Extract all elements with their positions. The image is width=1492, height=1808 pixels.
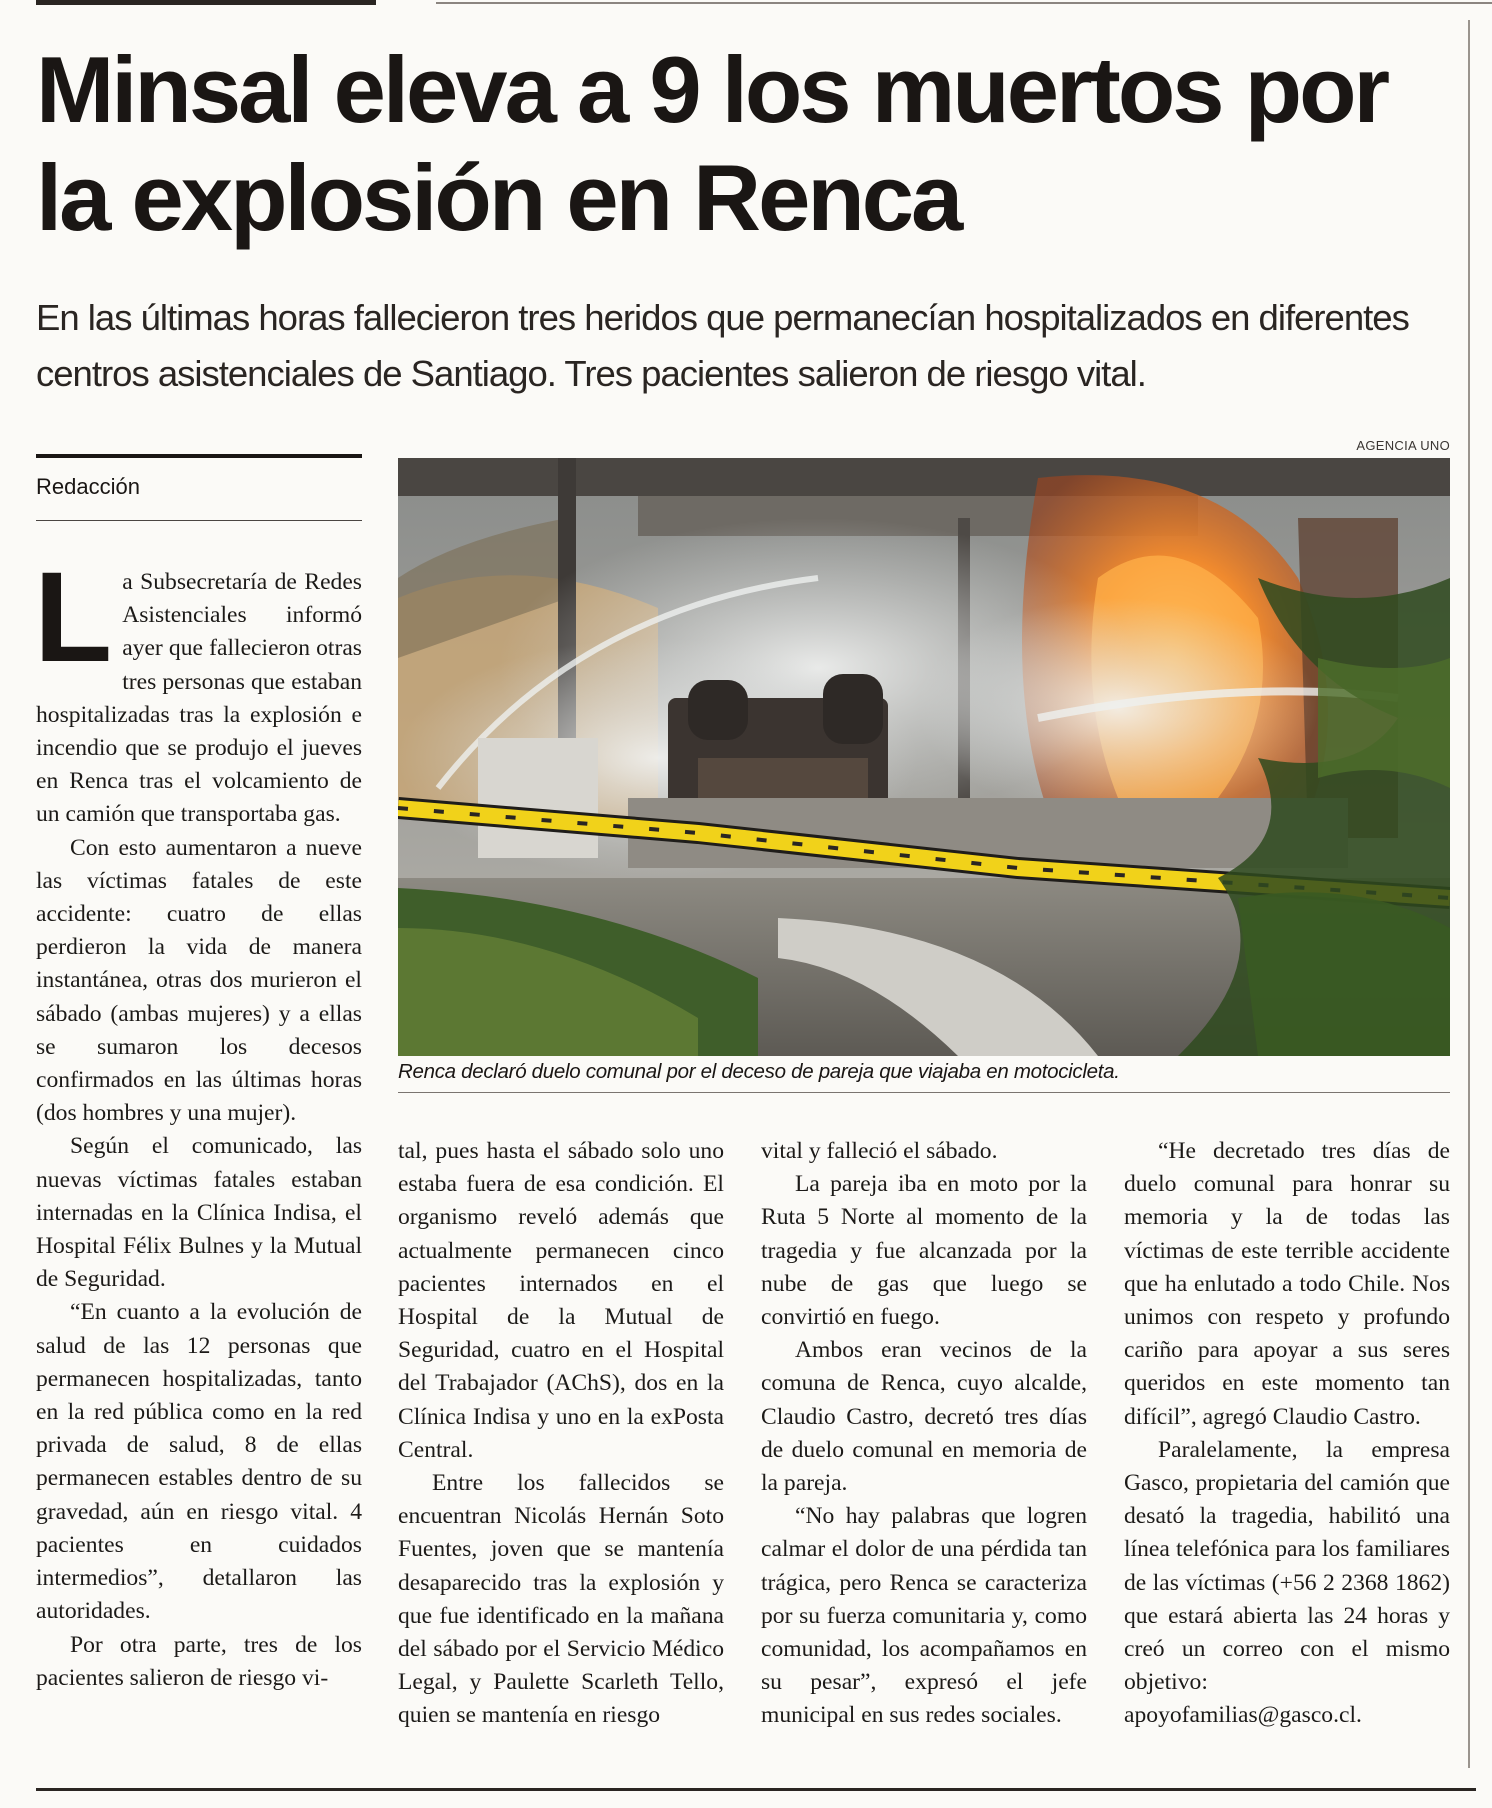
paragraph: La Subsecretaría de Redes Asistenciales informó ayer que fallecieron otras tres personas que estaban hospitalizadas tras la explosión e incendio que se produjo el jueves en Renca tras el volcamiento de un camión que transportaba gas. xyxy=(34,546,362,828)
article-column-3 xyxy=(761,1135,1087,1733)
paragraph: Por otra parte, tres de los pacientes salieron de riesgo vi- xyxy=(36,1631,362,1691)
byline-rule-top xyxy=(36,454,362,458)
paragraph: Según el comunicado, las nuevas víctimas fatales estaban internadas en la Clínica Indisa, el Hospital Félix Bulnes y la Mutual de Seguridad. xyxy=(36,1133,362,1293)
paragraph: Entre los fallecidos se encuentran Nicolás Hernán Soto Fuentes, joven que se mantenía desaparecido tras la explosión y que fue identificado en la mañana del sábado por el Servicio Médico Legal, y Paulette Scarleth Tello, quien se mantenía en riesgo xyxy=(398,1470,724,1729)
paragraph: Con esto aumentaron a nueve las víctimas fatales de este accidente: cuatro de ellas perdieron la vida de manera instantánea, otras dos murieron el sábado (ambas mujeres) y a ellas se sumaron los decesos confirmados en las últimas horas (dos hombres y una mujer). xyxy=(36,834,362,1127)
top-rule xyxy=(36,0,1476,8)
byline-rule-bottom xyxy=(36,520,362,521)
headline: Minsal eleva a 9 los muertos por la explosión en Renca xyxy=(36,37,1388,250)
deck-subheadline: En las últimas horas fallecieron tres heridos que permanecían hospitalizados en diferentes centros asistenciales de Santiago. Tres pacientes salieron de riesgo vital. xyxy=(36,297,1409,394)
article-column-1 xyxy=(34,546,362,1776)
paragraph: “He decretado tres días de duelo comunal para honrar su memoria y la de todas las víctimas de este terrible accidente que ha enlutado a todo Chile. Nos unimos con respeto y profundo cariño para apoyar a sus seres queridos en este momento tan difícil”, agregó Claudio Castro. xyxy=(1124,1138,1450,1430)
paragraph: La pareja iba en moto por la Ruta 5 Norte al momento de la tragedia y fue alcanzada por la nube de gas que luego se convirtió en fuego. xyxy=(761,1171,1087,1331)
photo-credit: AGENCIA UNO xyxy=(1356,438,1450,453)
paragraph: tal, pues hasta el sábado solo uno estaba fuera de esa condición. El organismo reveló además que actualmente permanecen cinco pacientes internados en el Hospital de la Mutual de Seguridad, cuatro en el Hospital del Trabajador (AChS), dos en la Clínica Indisa y uno en la exPosta Central. xyxy=(398,1138,724,1463)
paragraph: Paralelamente, la empresa Gasco, propietaria del camión que desató la tragedia, habilitó una línea telefónica para los familiares de las víctimas (+56 2 2368 1862) que estará abierta las 24 horas y creó un correo con el mismo objetivo: apoyofamilias@gasco.cl. xyxy=(1124,1436,1450,1729)
paragraph: “En cuanto a la evolución de salud de las 12 personas que permanecen hospitalizadas, tanto en la red pública como en la red privada de salud, 8 de ellas permanecen estables dentro de su gravedad, aún en riesgo vital. 4 pacientes en cuidados intermedios”, detallaron las autoridades. xyxy=(36,1299,362,1625)
paragraph: Ambos eran vecinos de la comuna de Renca, cuyo alcalde, Claudio Castro, decretó tres días de duelo comunal en memoria de la pareja. xyxy=(761,1337,1087,1497)
byline: Redacción xyxy=(36,474,140,499)
article-column-4 xyxy=(1124,1135,1450,1733)
right-column-divider xyxy=(1468,20,1470,1768)
news-photo xyxy=(398,458,1450,1056)
bottom-rule xyxy=(36,1788,1476,1791)
caption-rule xyxy=(398,1092,1450,1093)
drop-cap: L xyxy=(34,546,113,689)
paragraph: “No hay palabras que logren calmar el dolor de una pérdida tan trágica, pero Renca se caracteriza por su fuerza comunitaria y, como comunidad, los acompañamos en su pesar”, expresó el jefe municipal en sus redes sociales. xyxy=(761,1503,1087,1729)
photo-caption: Renca declaró duelo comunal por el deceso de pareja que viajaba en motocicleta. xyxy=(398,1060,1120,1083)
article-column-2 xyxy=(398,1135,724,1733)
paragraph: vital y falleció el sábado. xyxy=(761,1138,998,1164)
